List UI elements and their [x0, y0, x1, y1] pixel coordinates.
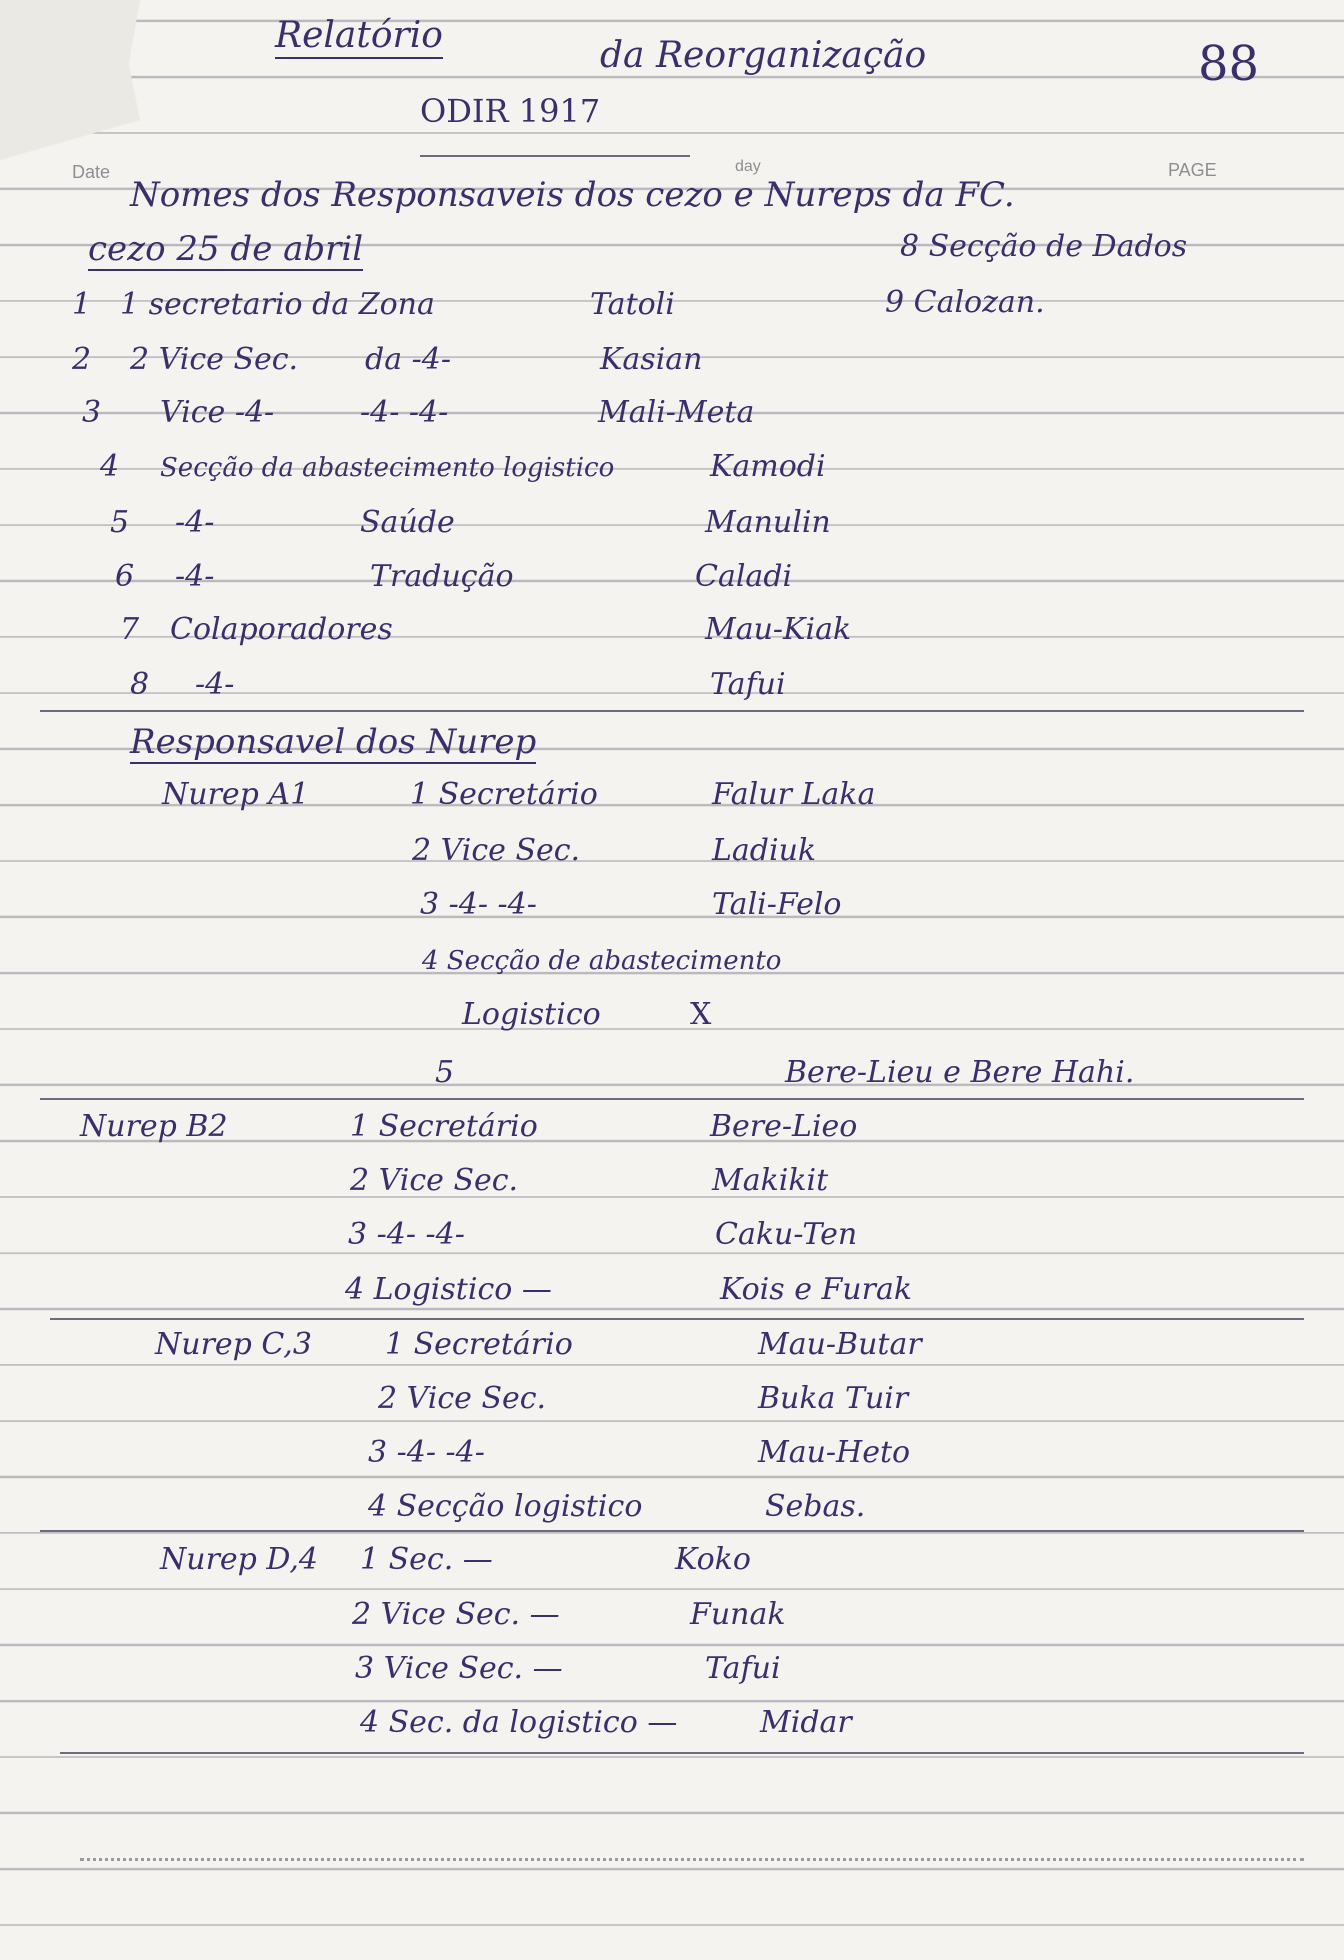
heading: Nomes dos Responsaveis dos cezo e Nureps da FC. — [130, 175, 1015, 215]
row-role: 3 -4- -4- — [420, 887, 537, 922]
row-role: 1 Secretário — [385, 1327, 573, 1362]
nurep-c3-label: Nurep C,3 — [155, 1327, 312, 1362]
row-role: 2 Vice Sec. — [412, 833, 581, 868]
row-number: 6 — [115, 559, 135, 594]
row-name: Manulin — [705, 505, 831, 540]
row-name: Mau-Butar — [758, 1327, 922, 1362]
row-name: Funak — [690, 1597, 786, 1632]
cezo-title: cezo 25 de abril — [88, 229, 364, 269]
row-role: 1 Secretário — [350, 1109, 538, 1144]
page-number: 88 — [1198, 36, 1260, 92]
section-divider — [40, 1530, 1304, 1532]
section-divider — [40, 710, 1304, 712]
date-label: Date — [72, 162, 111, 182]
section-divider — [60, 1752, 1304, 1754]
row-role: Colaporadores — [170, 612, 393, 647]
row-role: 2 Vice Sec. — [378, 1381, 547, 1416]
row-role: 4 Secção logistico — [368, 1489, 643, 1524]
row-role: -4- — [175, 559, 215, 594]
title-right: da Reorganização — [600, 35, 927, 76]
row-role: Secção da abastecimento logistico — [160, 453, 615, 483]
row-role: 2 Vice Sec. — — [352, 1597, 560, 1632]
page-label: PAGE — [1168, 160, 1217, 180]
section-divider — [50, 1318, 1304, 1320]
nurep-a1-label: Nurep A1 — [162, 777, 310, 812]
row-number: 5 — [110, 505, 130, 540]
responsaveis-title: Responsavel dos Nurep — [130, 722, 537, 762]
row-role: 4 Sec. da logistico — — [360, 1705, 678, 1740]
torn-corner — [0, 0, 140, 160]
row-name: Makikit — [712, 1163, 829, 1198]
row-role: 3 -4- -4- — [348, 1217, 465, 1252]
row-mid: Saúde — [360, 505, 455, 540]
title-left: Relatório — [275, 18, 443, 59]
nurep-d4-label: Nurep D,4 — [160, 1542, 319, 1577]
row-role: 4 Logistico — — [345, 1272, 552, 1307]
row-name: Kois e Furak — [720, 1272, 913, 1307]
row-number: 4 — [100, 449, 120, 484]
row-name: Caladi — [695, 559, 793, 594]
row-name: Tafui — [705, 1651, 781, 1686]
row-role: 3 -4- -4- — [368, 1435, 485, 1470]
row-name: Ladiuk — [712, 833, 817, 868]
day-label: day — [735, 158, 761, 175]
row-name: Bere-Lieo — [710, 1109, 858, 1144]
row-name: X — [690, 997, 712, 1032]
row-role: -4- — [195, 667, 235, 702]
row-number: 3 — [82, 395, 102, 430]
row-name: Koko — [675, 1542, 751, 1577]
row-name: Bere-Lieu e Bere Hahi. — [785, 1055, 1135, 1090]
row-role: Vice -4- — [160, 395, 275, 430]
row-role: Logistico — [462, 997, 601, 1032]
row-name: Sebas. — [765, 1489, 866, 1524]
row-name: Mau-Heto — [758, 1435, 911, 1470]
row-name: Midar — [760, 1705, 852, 1740]
section-divider — [40, 1098, 1304, 1100]
row-name: Mali-Meta — [598, 395, 755, 430]
row-role: 3 Vice Sec. — — [355, 1651, 563, 1686]
row-number: 2 — [72, 342, 92, 377]
row-number: 8 — [130, 667, 150, 702]
row-number: 1 — [72, 287, 92, 322]
row-name: Tafui — [710, 667, 786, 702]
row-name: Buka Tuir — [758, 1381, 909, 1416]
row-role: 4 Secção de abastecimento — [422, 946, 782, 976]
row-name: Mau-Kiak — [705, 612, 852, 647]
row-role: 1 secretario da Zona — [120, 287, 435, 322]
row-number: 7 — [120, 612, 140, 647]
row-mid: -4- -4- — [360, 395, 449, 430]
row-role: 2 Vice Sec. — [130, 342, 299, 377]
cezo-side-note-1: 8 Secção de Dados — [900, 229, 1188, 264]
cezo-side-note-2: 9 Calozan. — [885, 285, 1045, 320]
row-name: Falur Laka — [712, 777, 876, 812]
row-role: 5 — [435, 1055, 455, 1090]
row-name: Tatoli — [590, 287, 675, 322]
dotted-rule — [80, 1858, 1304, 1861]
nurep-b2-label: Nurep B2 — [80, 1109, 228, 1144]
row-role: -4- — [175, 505, 215, 540]
row-role: 2 Vice Sec. — [350, 1163, 519, 1198]
row-role: 1 Secretário — [410, 777, 598, 812]
row-mid: da -4- — [365, 342, 451, 377]
row-name: Tali-Felo — [712, 887, 842, 922]
row-role: 1 Sec. — — [360, 1542, 493, 1577]
row-mid: Tradução — [370, 559, 514, 594]
row-name: Kasian — [600, 342, 703, 377]
subtitle: ODIR 1917 — [420, 92, 601, 130]
subtitle-underline — [420, 155, 690, 157]
row-name: Kamodi — [710, 449, 826, 484]
row-name: Caku-Ten — [715, 1217, 858, 1252]
